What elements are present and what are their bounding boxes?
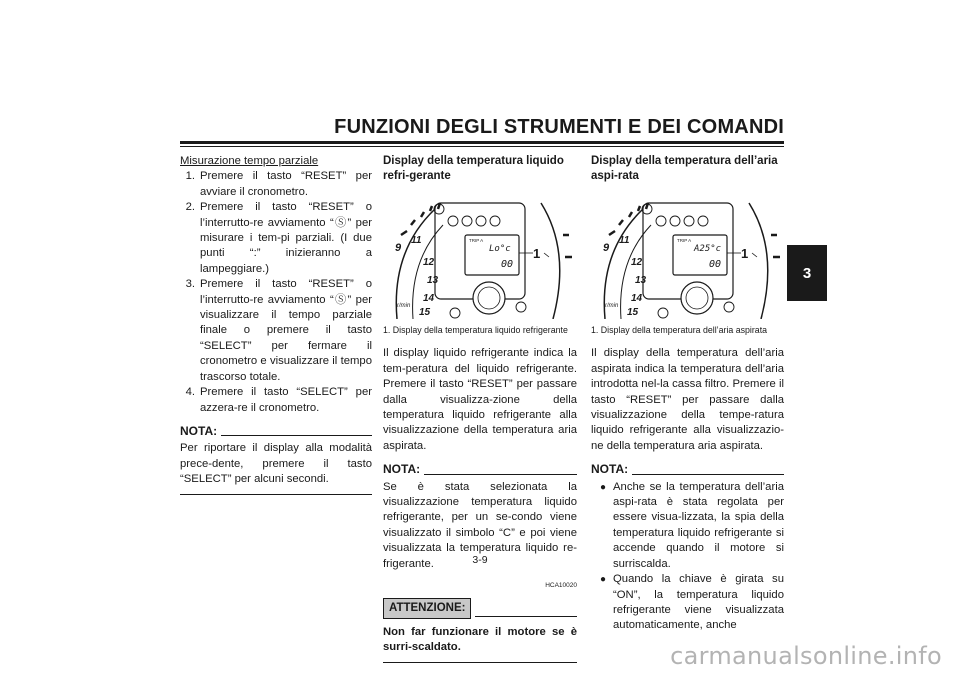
subheading: Misurazione tempo parziale: [180, 155, 319, 167]
bullet-icon: ●: [600, 574, 607, 586]
section-heading: Display della temperatura liquido refri-gerante: [383, 155, 564, 182]
lcd-bottom: 00: [501, 259, 514, 270]
note-text: Per riportare il display alla modalità prece-dente, premere il tasto “SELECT” per alcuni secondi.: [180, 442, 372, 486]
gauge-number: 12: [423, 257, 435, 268]
gauge-number: 13: [635, 275, 647, 286]
list-item: [180, 200, 372, 277]
title-rule: [180, 141, 784, 144]
coolant-display-figure: [383, 191, 577, 319]
gauge-number: 9: [603, 242, 610, 254]
list-item: [591, 572, 784, 634]
warning-icons: [434, 204, 500, 226]
reference-code: HCA10020: [545, 582, 577, 590]
gauge-number: 11: [411, 235, 422, 246]
bullet-text: Quando la chiave è girata su “ON”, la temperatura liquido refrigerante viene visualizzata automaticamente, anche: [613, 573, 784, 632]
gauge-number: 15: [627, 307, 639, 318]
instrument-cluster-illustration: [591, 191, 785, 319]
note-label: NOTA:: [591, 462, 629, 477]
figure-caption: 1. Display della temperatura dell’aria aspirata: [591, 325, 768, 335]
steps-list: [180, 169, 372, 416]
gauge-number: 14: [631, 293, 643, 304]
step-text: Premere il tasto “RESET” o l’interrutto-re avviamento “Ⓢ” per visualizzare il tempo parziale finale o premere il tasto “SELECT” per fermare il cronometro e visualizzare il tempo trascorso totale.: [200, 278, 372, 383]
gauge-number: 14: [423, 293, 435, 304]
bullet-icon: ●: [600, 481, 607, 493]
step-number: 4.: [185, 386, 195, 399]
attention-text: Non far funzionare il motore se è surri-scaldato.: [383, 625, 577, 654]
gauge-number: 9: [395, 242, 402, 254]
title-rule-thin: [180, 146, 784, 147]
note-label: NOTA:: [180, 423, 218, 438]
attention-header: [383, 598, 577, 619]
warning-icons: [642, 204, 708, 226]
gauge-number: 15: [419, 307, 431, 318]
gauge-unit: r/min: [605, 303, 619, 309]
trip-label: TRIP A: [677, 238, 692, 243]
section-heading: Display della temperatura dell’aria aspi-rata: [591, 155, 778, 182]
list-item: [180, 385, 372, 416]
note-rule: [424, 474, 577, 475]
column-left: [180, 154, 372, 495]
note-header: [591, 462, 784, 477]
note-rule: [632, 474, 784, 475]
note-end-rule: [180, 494, 372, 495]
step-number: 1.: [185, 170, 195, 183]
note-bullets: [591, 480, 784, 634]
body-paragraph: Il display della temperatura dell’aria aspirata indica la temperatura dell’aria introdotta nel-la cassa filtro. Premere il tasto “RESET” per passare dalla visualizzazione della tempe-ratura liquido refrigerante alla visualizzazio-ne della temperatura aria aspirata.: [591, 347, 784, 452]
attention-rule: [475, 616, 577, 617]
note-header: [180, 424, 372, 439]
step-text: Premere il tasto “SELECT” per azzera-re il cronometro.: [200, 386, 372, 414]
note-text: Se è stata selezionata la visualizzazione temperatura liquido refrigerante, per un se-condo viene visualizzato il simbolo “C” e poi viene visualizzata la temperatura liquido re-frigerante.: [383, 480, 577, 570]
gauge-number: 11: [619, 235, 630, 246]
chapter-tab: 3: [787, 245, 827, 301]
intake-air-display-figure: [591, 191, 785, 319]
step-number: 3.: [185, 278, 195, 291]
note-rule: [221, 435, 372, 436]
attention-end-rule: [383, 662, 577, 663]
gauge-unit: r/min: [397, 303, 411, 309]
body-paragraph: Il display liquido refrigerante indica la tem-peratura del liquido refrigerante. Premere il tasto “RESET” per passare dalla visualizza-zione della temperatura liquido refrigerante alla visualizzazione della temperatura aria aspirata.: [383, 347, 577, 452]
callout-number: 1: [533, 246, 541, 261]
callout-number: 1: [741, 246, 749, 261]
list-item: [180, 277, 372, 385]
page-title: FUNZIONI DEGLI STRUMENTI E DEI COMANDI: [334, 116, 784, 138]
list-item: [591, 480, 784, 572]
gauge-number: 13: [427, 275, 439, 286]
note-label: NOTA:: [383, 462, 421, 477]
list-item: [180, 169, 372, 200]
attention-label: ATTENZIONE:: [383, 598, 471, 619]
step-text: Premere il tasto “RESET” per avviare il cronometro.: [200, 170, 372, 198]
watermark: carmanualsonline.info: [670, 642, 942, 670]
lcd-bottom: 00: [709, 259, 722, 270]
lcd-top: A25°c: [694, 244, 722, 254]
note-header: [383, 462, 577, 477]
step-number: 2.: [185, 201, 195, 214]
instrument-cluster-illustration: [383, 191, 577, 319]
gauge-number: 12: [631, 257, 643, 268]
trip-label: TRIP A: [469, 238, 484, 243]
page-number: 3-9: [472, 554, 488, 566]
lcd-top: Lo°c: [489, 244, 511, 254]
step-text: Premere il tasto “RESET” o l’interrutto-re avviamento “Ⓢ” per misurare i tem-pi parziali. (I due punti “:” inizieranno a lampeggiare.): [200, 201, 372, 275]
figure-caption: 1. Display della temperatura liquido refrigerante: [383, 325, 568, 335]
bullet-text: Anche se la temperatura dell’aria aspi-rata è stata regolata per essere visua-lizzata, la spia della temperatura liquido refrigerante si accende quando il motore si surriscalda.: [613, 480, 784, 570]
column-middle: [383, 154, 577, 663]
column-right: [591, 154, 784, 634]
